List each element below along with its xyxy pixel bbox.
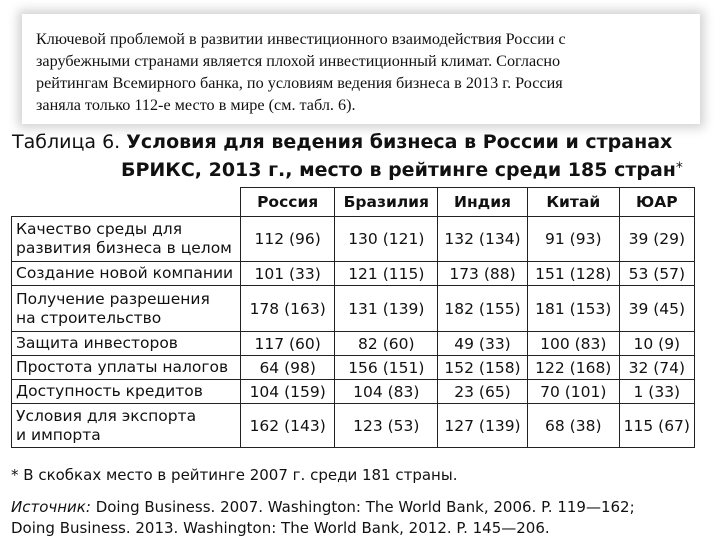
row-label-line: Получение разрешения: [16, 289, 210, 308]
table-cell: 104 (83): [335, 380, 438, 404]
intro-line: зарубежными странами является плохой инвестиционный климат. Согласно: [36, 52, 561, 70]
row-label-line: на строительство: [16, 308, 162, 327]
table-row: [12, 217, 695, 262]
row-label: [12, 356, 241, 380]
table-cell: 130 (121): [335, 217, 438, 262]
table-title-line: БРИКС, 2013 г., место в рейтинге среди 185 стран: [121, 159, 676, 181]
table-cell: 156 (151): [335, 356, 438, 380]
intro-text-box: [22, 14, 700, 124]
column-header: Китай: [527, 188, 619, 217]
row-label: [12, 404, 241, 448]
column-header: Россия: [240, 188, 335, 217]
table-cell: 49 (33): [438, 332, 528, 356]
row-label-line: и импорта: [16, 425, 101, 444]
column-header: Индия: [438, 188, 528, 217]
table-cell: 121 (115): [335, 262, 438, 286]
table-cell: 104 (159): [240, 380, 335, 404]
table-cell: 178 (163): [240, 286, 335, 332]
table-cell: 123 (53): [335, 404, 438, 448]
table-cell: 70 (101): [527, 380, 619, 404]
table-cell: 10 (9): [619, 332, 694, 356]
table-cell: 152 (158): [438, 356, 528, 380]
source-note: [11, 497, 716, 539]
table-cell: 115 (67): [619, 404, 694, 448]
row-label-line: развития бизнеса в целом: [16, 239, 232, 257]
row-label-line: Доступность кредитов: [16, 382, 203, 400]
source-line: Doing Business. 2013. Washington: The World Bank, 2012. P. 145—206.: [11, 519, 550, 537]
table-cell: 64 (98): [240, 356, 335, 380]
table-cell: 53 (57): [619, 262, 694, 286]
table-row: [12, 286, 695, 332]
intro-line: Ключевой проблемой в развитии инвестиционного взаимодействия России с: [36, 30, 566, 48]
table-title: [12, 128, 712, 184]
row-label-line: Качество среды для: [16, 220, 183, 238]
table-cell: 182 (155): [438, 286, 528, 332]
footnote-marker: *: [675, 160, 683, 176]
intro-line: рейтингам Всемирного банка, по условиям ведения бизнеса в 2013 г. Россия: [36, 74, 563, 92]
table-title-line: Условия для ведения бизнеса в России и странах: [126, 131, 673, 153]
table-cell: 162 (143): [240, 404, 335, 448]
row-label: [12, 262, 241, 286]
table-row: [12, 332, 695, 356]
table-cell: 117 (60): [240, 332, 335, 356]
table-row: [12, 380, 695, 404]
row-label-line: Защита инвесторов: [16, 334, 178, 352]
footnote: * В скобках место в рейтинге 2007 г. среди 181 страны.: [11, 466, 458, 484]
row-label: [12, 217, 241, 262]
table-cell: 100 (83): [527, 332, 619, 356]
table-header-row: [12, 188, 695, 217]
table-row: [12, 356, 695, 380]
source-label: Источник:: [11, 498, 91, 516]
column-header: ЮАР: [619, 188, 694, 217]
table-cell: 91 (93): [527, 217, 619, 262]
table-cell: 1 (33): [619, 380, 694, 404]
source-line: Doing Business. 2007. Washington: The World Bank, 2006. P. 119—162;: [90, 498, 635, 516]
column-header: Бразилия: [335, 188, 438, 217]
table-cell: 181 (153): [527, 286, 619, 332]
table-cell: 39 (29): [619, 217, 694, 262]
table-row: [12, 404, 695, 448]
table-cell: 82 (60): [335, 332, 438, 356]
table-cell: 68 (38): [527, 404, 619, 448]
row-label: [12, 332, 241, 356]
table-cell: 131 (139): [335, 286, 438, 332]
table-cell: 151 (128): [527, 262, 619, 286]
table-cell: 39 (45): [619, 286, 694, 332]
table-cell: 32 (74): [619, 356, 694, 380]
row-label-line: Условия для экспорта: [16, 406, 197, 425]
row-label-line: Простота уплаты налогов: [16, 358, 229, 376]
table-number-label: Таблица 6.: [12, 131, 121, 153]
intro-line: заняла только 112-е место в мире (см. табл. 6).: [36, 96, 356, 114]
row-label: [12, 286, 241, 332]
table-cell: 173 (88): [438, 262, 528, 286]
table-cell: 101 (33): [240, 262, 335, 286]
table-cell: 132 (134): [438, 217, 528, 262]
table-cell: 23 (65): [438, 380, 528, 404]
table-cell: 122 (168): [527, 356, 619, 380]
table-row: [12, 262, 695, 286]
table-cell: 112 (96): [240, 217, 335, 262]
header-empty-cell: [12, 188, 241, 217]
table-cell: 127 (139): [438, 404, 528, 448]
row-label: [12, 380, 241, 404]
business-conditions-table: [11, 187, 695, 448]
row-label-line: Создание новой компании: [16, 264, 234, 282]
